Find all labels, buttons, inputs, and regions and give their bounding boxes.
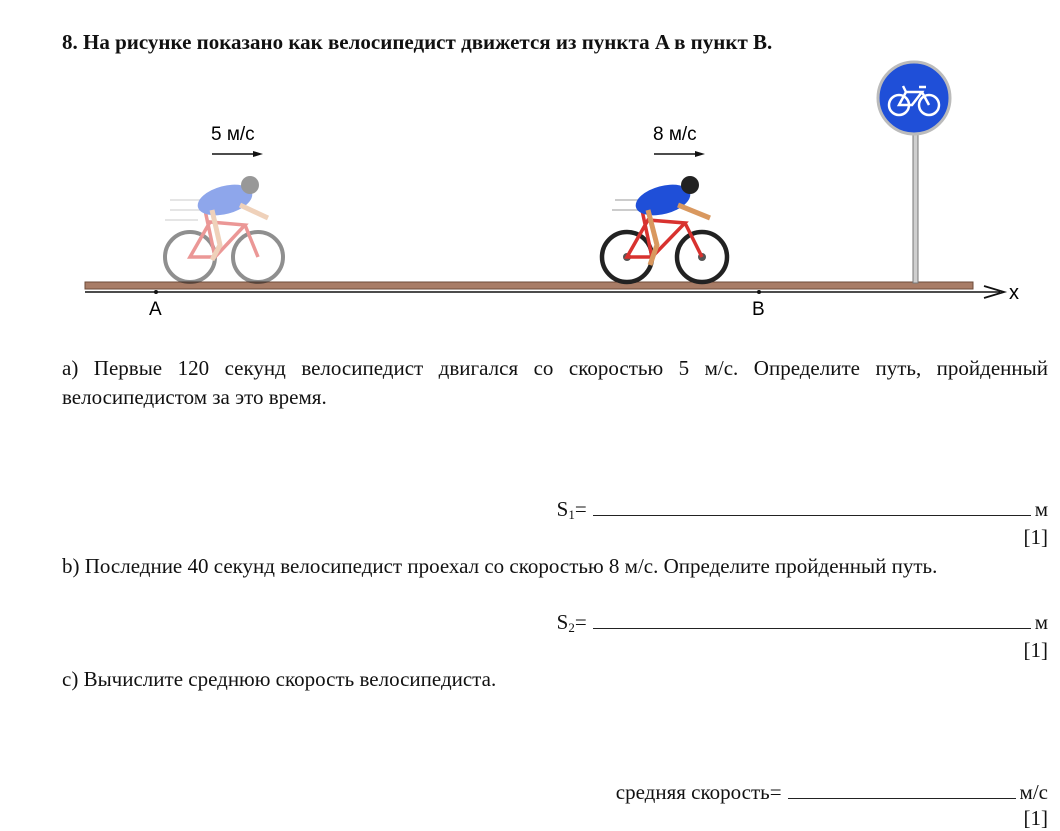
s2-label: S <box>556 610 569 634</box>
part-c-question: c) Вычислите среднюю скорость велосипедиста. <box>62 667 497 691</box>
avg-speed-unit: м/с <box>1019 780 1048 804</box>
problem-title: 8. На рисунке показано как велосипедист движется из пункта A в пункт B. <box>62 30 773 54</box>
part-c-answer-line <box>616 780 1048 805</box>
velocity-arrowhead-right <box>695 151 705 157</box>
s1-label: S <box>556 497 569 521</box>
cyclist-left-icon <box>165 176 283 282</box>
speed-label-right: 8 м/с <box>653 124 697 145</box>
s2-equals: = <box>574 610 587 634</box>
part-a-question: a) Первые 120 секунд велосипедист двигался со скоростью 5 м/с. Определите путь, пройденный велосипедистом за это время. <box>62 356 1048 409</box>
s1-subscript: 1 <box>568 507 575 522</box>
point-a-marker <box>154 290 158 294</box>
cyclist-right-icon <box>602 176 727 282</box>
part-a-answer-line <box>557 497 1048 523</box>
point-b-label: B <box>752 299 765 320</box>
part-c-points: [1] <box>1023 806 1048 830</box>
s1-answer-blank[interactable] <box>593 499 1031 516</box>
s2-subscript: 2 <box>568 620 575 635</box>
s2-answer-blank[interactable] <box>593 612 1031 629</box>
avg-speed-label: средняя скорость= <box>615 780 782 804</box>
road <box>85 282 973 289</box>
s1-equals: = <box>574 497 587 521</box>
point-a-label: A <box>149 299 162 320</box>
part-b-answer-line <box>557 610 1048 636</box>
point-b-marker <box>757 290 761 294</box>
part-b-question: b) Последние 40 секунд велосипедист проехал со скоростью 8 м/с. Определите пройденный путь. <box>62 554 938 578</box>
axis-label: x <box>1009 282 1019 304</box>
part-b-points: [1] <box>1023 638 1048 662</box>
velocity-arrowhead-left <box>253 151 263 157</box>
problem-figure <box>0 60 1060 330</box>
speed-label-left: 5 м/с <box>211 124 255 145</box>
avg-speed-answer-blank[interactable] <box>788 782 1016 799</box>
s2-unit: м <box>1034 610 1048 634</box>
part-a-points: [1] <box>1023 525 1048 549</box>
bicycle-road-sign-icon <box>878 62 950 283</box>
s1-unit: м <box>1034 497 1048 521</box>
